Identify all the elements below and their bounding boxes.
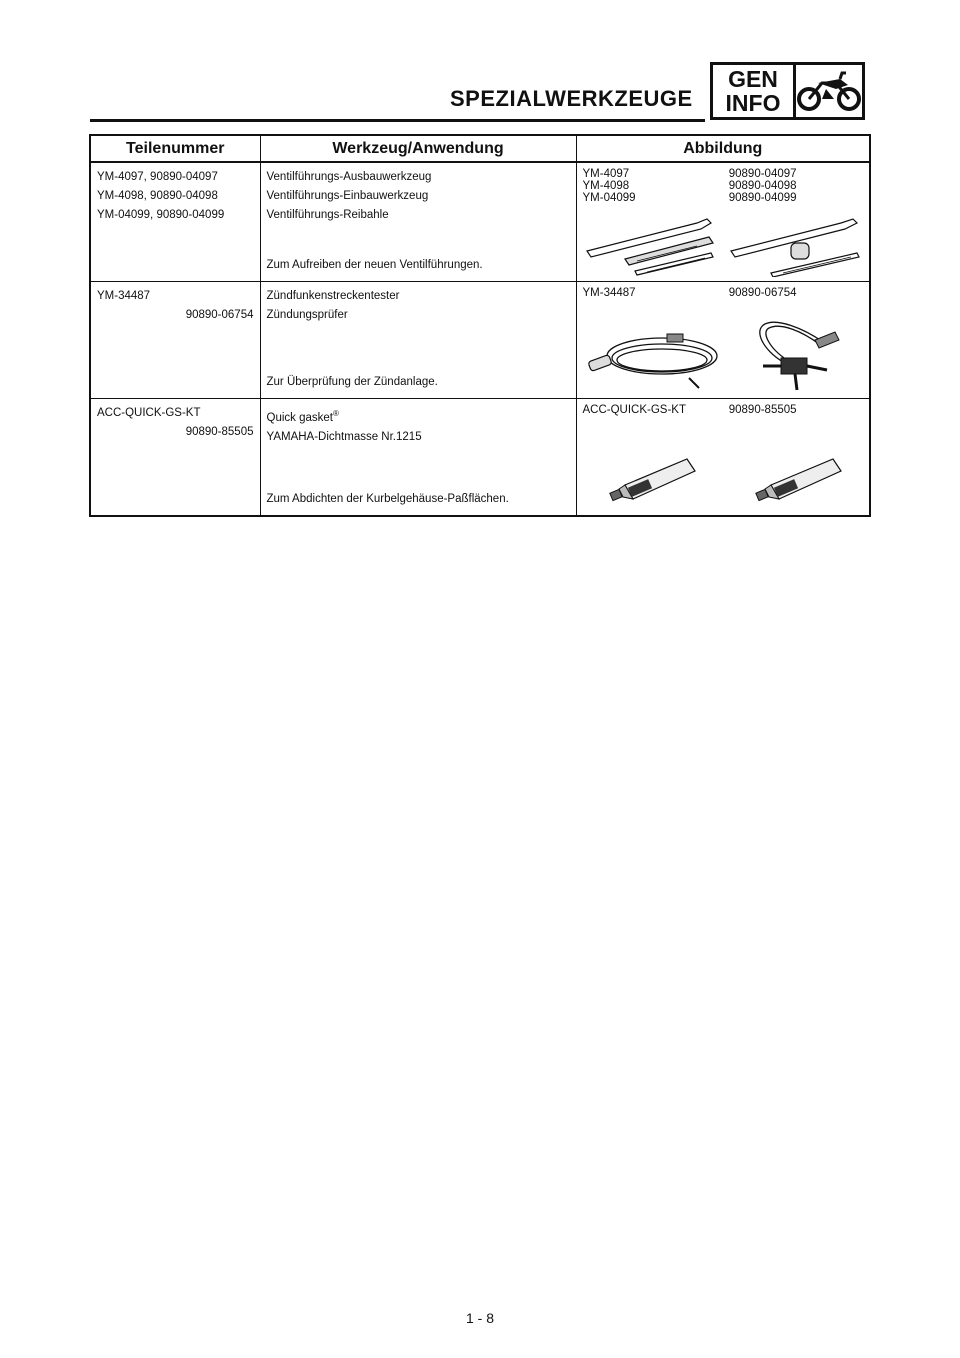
page-number: 1 - 8 (465, 1310, 494, 1326)
sealant-tube-icon (577, 441, 724, 511)
image-code: 90890-85505 (728, 404, 797, 416)
column-header-part-number: Teilenummer (90, 135, 260, 162)
part-number: 90890-06754 (185, 309, 254, 321)
image-us (577, 163, 723, 281)
tool-name: Ventilführungs-Reibahle (266, 209, 389, 221)
section-badge (710, 62, 865, 120)
tool-cell (260, 399, 576, 517)
image-code: 90890-06754 (728, 287, 797, 299)
badge-line2: INFO (725, 90, 781, 116)
table-row (90, 282, 870, 399)
image-code: 90890-04097 (728, 168, 797, 180)
part-number: YM-4098, 90890-04098 (97, 190, 218, 202)
tool-name: Zündfunkenstreckentester (266, 290, 400, 302)
tool-cell (260, 282, 576, 399)
part-number: YM-34487 (97, 290, 151, 302)
tool-name: Ventilführungs-Ausbauwerkzeug (266, 171, 432, 183)
title-underline (90, 119, 705, 122)
table-row (90, 162, 870, 282)
special-tools-table (89, 134, 871, 517)
table-row (90, 399, 870, 517)
tool-cell (260, 162, 576, 282)
image-cell (576, 162, 870, 282)
image-cell (576, 399, 870, 517)
image-code: YM-4097 (582, 168, 630, 180)
ignition-tester-icon (577, 314, 724, 394)
tool-name: Zündungsprüfer (266, 309, 348, 321)
sealant-tube-icon (723, 441, 870, 511)
valve-guide-tools-icon (577, 211, 724, 277)
tool-name-with-mark (267, 404, 570, 428)
image-cell (576, 282, 870, 399)
part-number: ACC-QUICK-GS-KT (97, 407, 201, 419)
part-number-cell (90, 162, 260, 282)
tool-usage: Zum Aufreiben der neuen Ventilführungen. (266, 259, 483, 271)
tool-name: YAMAHA-Dichtmasse Nr.1215 (266, 430, 422, 443)
image-eu (723, 282, 869, 398)
part-number: YM-04099, 90890-04099 (97, 209, 225, 221)
image-us (577, 399, 723, 515)
image-code: 90890-04099 (728, 192, 797, 204)
column-header-image: Abbildung (576, 135, 870, 162)
image-code: ACC-QUICK-GS-KT (582, 404, 686, 416)
motorcycle-icon (796, 65, 862, 117)
ignition-tester-icon (723, 310, 870, 394)
image-eu (723, 399, 869, 515)
part-number: YM-4097, 90890-04097 (97, 171, 218, 183)
registered-mark: ® (332, 409, 339, 418)
valve-guide-tools-icon (723, 211, 870, 277)
image-code: YM-4098 (582, 180, 630, 192)
part-number-cell (90, 282, 260, 399)
badge-label (713, 65, 796, 117)
tool-name: Ventilführungs-Einbauwerkzeug (266, 190, 429, 202)
image-code: YM-34487 (582, 287, 636, 299)
tool-usage: Zur Überprüfung der Zündanlage. (266, 376, 438, 388)
table-header-row (90, 135, 870, 162)
part-number: 90890-85505 (185, 426, 254, 438)
column-header-tool: Werkzeug/Anwendung (260, 135, 576, 162)
image-us (577, 282, 723, 398)
image-eu (723, 163, 869, 281)
image-code: 90890-04098 (728, 180, 797, 192)
page-title: SPEZIALWERKZEUGE (450, 86, 693, 111)
part-number-cell (90, 399, 260, 517)
badge-line1: GEN (728, 66, 778, 92)
tool-name: Quick gasket (266, 411, 333, 424)
page-header (0, 0, 960, 130)
image-code: YM-04099 (582, 192, 636, 204)
tool-usage: Zum Abdichten der Kurbelgehäuse-Paßflächen. (266, 493, 509, 505)
